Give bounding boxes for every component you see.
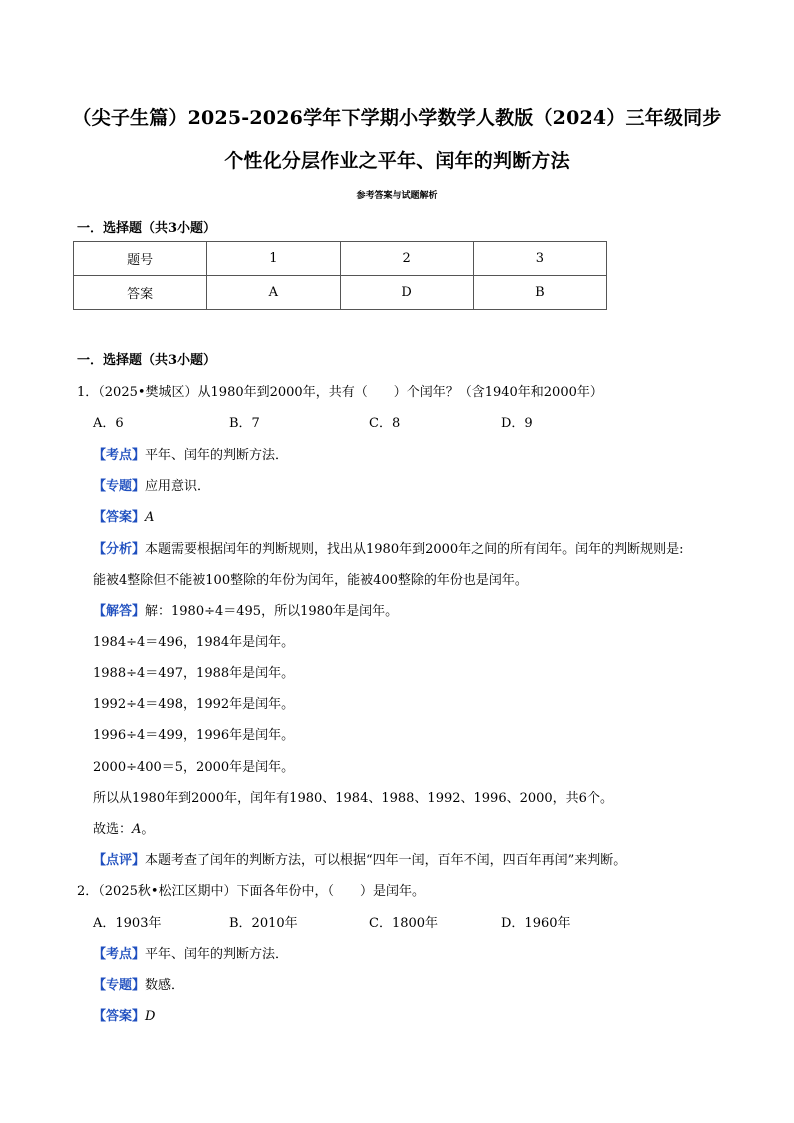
table-cell: B	[473, 276, 606, 310]
q1-jieda-line2: 1984÷4＝496，1984年是闰年。	[93, 635, 295, 650]
document-title-line1: （尖子生篇）2025-2026学年下学期小学数学人教版（2024）三年级同步	[72, 107, 722, 129]
table-row	[74, 242, 607, 276]
daan-tag: 【答案】	[93, 510, 146, 525]
table-cell: A	[207, 276, 340, 310]
q2-option-b: B．2010年	[229, 916, 298, 931]
kaodian-text: 平年、闰年的判断方法．	[145, 947, 289, 962]
document-subtitle: 参考答案与试题解析	[356, 191, 438, 201]
q1-option-c: C．8	[369, 416, 401, 431]
q1-jieda	[93, 600, 398, 619]
kaodian-tag: 【考点】	[93, 448, 146, 463]
q1-dianping	[93, 849, 626, 868]
kaodian-tag: 【考点】	[93, 947, 146, 962]
fenxi-text: 本题需要根据闰年的判断规则，找出从1980年到2000年之间的所有闰年。闰年的判断规则是:	[145, 542, 684, 557]
table-cell: D	[340, 276, 473, 310]
conclusion-prefix: 故选：	[93, 822, 133, 837]
daan-tag: 【答案】	[93, 1009, 146, 1024]
jieda-tag: 【解答】	[93, 604, 146, 619]
q1-jieda-line7: 所以从1980年到2000年，闰年有1980、1984、1988、1992、1996、2000，共6个。	[93, 791, 613, 806]
answer-table	[73, 241, 607, 310]
table-cell: 1	[207, 242, 340, 276]
q1-jieda-line6: 2000÷400＝5，2000年是闰年。	[93, 760, 295, 775]
q1-fenxi-cont: 能被4整除但不能被100整除的年份为闰年，能被400整除的年份也是闰年。	[93, 573, 528, 588]
section-header-answers: 一．选择题（共3小题）	[77, 221, 217, 236]
q1-jieda-line5: 1996÷4＝499，1996年是闰年。	[93, 728, 295, 743]
dianping-text: 本题考查了闰年的判断方法，可以根据“四年一闰，百年不闰，四百年再闰”来判断。	[145, 853, 627, 868]
q1-option-b: B．7	[229, 416, 260, 431]
q1-jieda-line4: 1992÷4＝498，1992年是闰年。	[93, 697, 295, 712]
zhuanti-tag: 【专题】	[93, 479, 146, 494]
q1-zhuanti	[93, 475, 210, 494]
document-title-line2: 个性化分层作业之平年、闰年的判断方法	[224, 150, 570, 172]
conclusion-value: A	[132, 822, 142, 837]
daan-text: D	[145, 1009, 156, 1024]
table-cell: 答案	[74, 276, 207, 310]
table-cell: 2	[340, 242, 473, 276]
q2-zhuanti	[93, 974, 184, 993]
q2-option-d: D．1960年	[501, 916, 571, 931]
fenxi-tag: 【分析】	[93, 542, 146, 557]
zhuanti-text: 数感．	[145, 978, 185, 993]
q1-fenxi	[93, 538, 684, 557]
q1-kaodian	[93, 444, 288, 463]
zhuanti-tag: 【专题】	[93, 978, 146, 993]
q1-option-d: D．9	[501, 416, 533, 431]
section-header-questions: 一．选择题（共3小题）	[77, 353, 217, 368]
q1-jieda-line3: 1988÷4＝497，1988年是闰年。	[93, 666, 295, 681]
q2-daan	[93, 1005, 155, 1024]
jieda-text: 解：1980÷4＝495，所以1980年是闰年。	[145, 604, 399, 619]
q1-option-a: A．6	[93, 416, 124, 431]
zhuanti-text: 应用意识．	[145, 479, 211, 494]
daan-text: A	[145, 510, 155, 525]
table-cell: 题号	[74, 242, 207, 276]
question-2-stem: 2．（2025秋•松江区期中）下面各年份中，（ ）是闰年。	[77, 884, 426, 899]
q2-option-c: C．1800年	[369, 916, 439, 931]
kaodian-text: 平年、闰年的判断方法．	[145, 448, 289, 463]
conclusion-suffix: 。	[141, 822, 155, 837]
dianping-tag: 【点评】	[93, 853, 146, 868]
q1-daan	[93, 506, 154, 525]
table-row	[74, 276, 607, 310]
q1-jieda-conclusion	[93, 818, 154, 837]
table-cell: 3	[473, 242, 606, 276]
q2-kaodian	[93, 943, 288, 962]
question-1-stem: 1．（2025•樊城区）从1980年到2000年，共有（ ）个闰年？（含1940年和2000年）	[77, 385, 603, 400]
q2-option-a: A．1903年	[93, 916, 162, 931]
